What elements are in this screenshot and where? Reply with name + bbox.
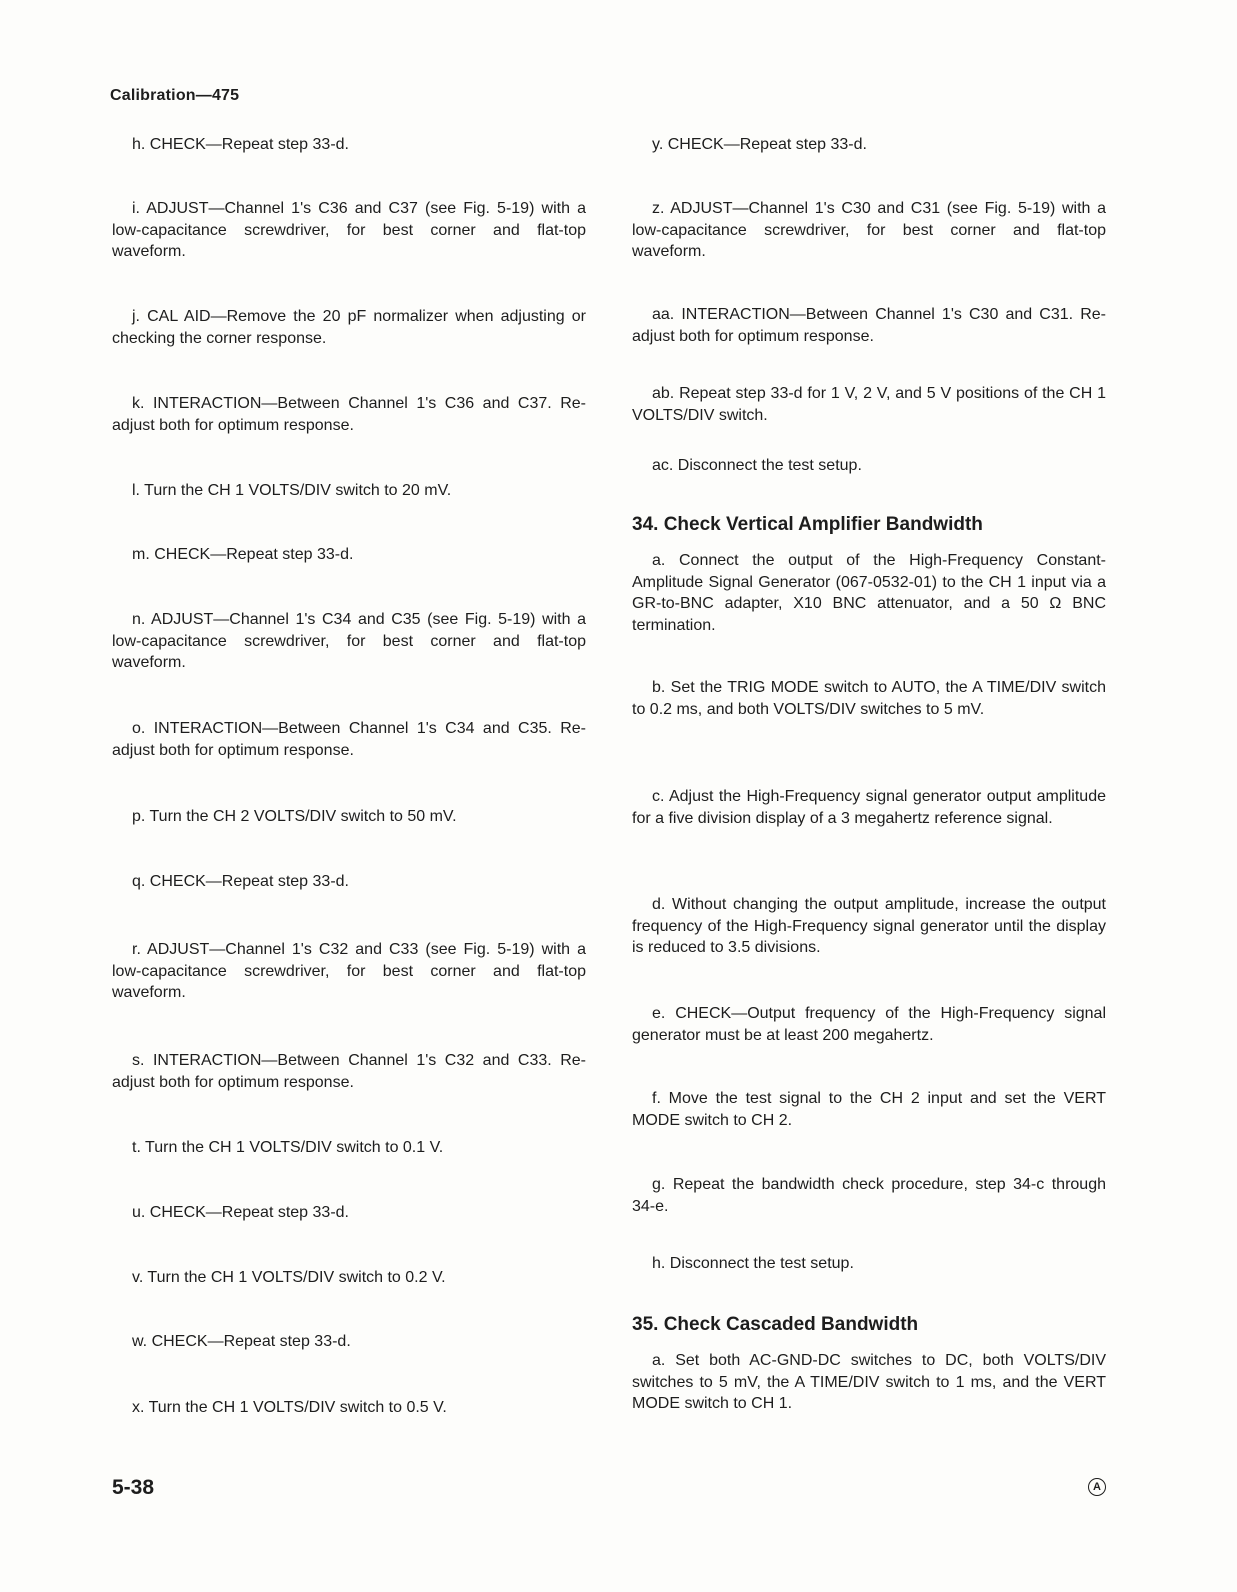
step-l: l. Turn the CH 1 VOLTS/DIV switch to 20 mV. (132, 482, 452, 499)
step-35a: a. Set both AC-GND-DC switches to DC, both VOLTS/DIV switches to 5 mV, the A TIME/DIV switch to 1 ms, and the VERT MODE switch to CH 1. (632, 1352, 1106, 1412)
step-s: s. INTERACTION—Between Channel 1's C32 and C33. Re-adjust both for optimum response. (112, 1052, 586, 1091)
step-o: o. INTERACTION—Between Channel 1's C34 and C35. Re-adjust both for optimum response. (112, 720, 586, 759)
step-r: r. ADJUST—Channel 1's C32 and C33 (see Fig. 5-19) with a low-capacitance screwdriver, for best corner and flat-top waveform. (112, 941, 586, 1001)
step-t: t. Turn the CH 1 VOLTS/DIV switch to 0.1 V. (132, 1139, 444, 1156)
step-34d: d. Without changing the output amplitude, increase the output frequency of the High-Frequency signal generator until the display is reduced to 3.5 divisions. (632, 896, 1106, 956)
step-n: n. ADJUST—Channel 1's C34 and C35 (see Fig. 5-19) with a low-capacitance screwdriver, for best corner and flat-top waveform. (112, 611, 586, 671)
step-h: h. CHECK—Repeat step 33-d. (132, 136, 349, 153)
step-34f: f. Move the test signal to the CH 2 input and set the VERT MODE switch to CH 2. (632, 1090, 1106, 1129)
step-j: j. CAL AID—Remove the 20 pF normalizer when adjusting or checking the corner response. (112, 308, 586, 347)
step-34e: e. CHECK—Output frequency of the High-Frequency signal generator must be at least 200 megahertz. (632, 1005, 1106, 1044)
step-34a: a. Connect the output of the High-Frequency Constant-Amplitude Signal Generator (067-0532-01) to the CH 1 input via a GR-to-BNC adapter, X10 BNC attenuator, and a 50 Ω BNC termination. (632, 552, 1106, 634)
step-ab: ab. Repeat step 33-d for 1 V, 2 V, and 5 V positions of the CH 1 VOLTS/DIV switch. (632, 385, 1106, 424)
page-number: 5-38 (112, 1476, 155, 1499)
step-i: i. ADJUST—Channel 1's C36 and C37 (see Fig. 5-19) with a low-capacitance screwdriver, for best corner and flat-top waveform. (112, 200, 586, 260)
step-w: w. CHECK—Repeat step 33-d. (132, 1333, 351, 1350)
step-p: p. Turn the CH 2 VOLTS/DIV switch to 50 mV. (132, 808, 457, 825)
step-34h: h. Disconnect the test setup. (652, 1255, 854, 1272)
step-x: x. Turn the CH 1 VOLTS/DIV switch to 0.5 V. (132, 1399, 447, 1416)
step-34b: b. Set the TRIG MODE switch to AUTO, the A TIME/DIV switch to 0.2 ms, and both VOLTS/DIV switches to 5 mV. (632, 679, 1106, 718)
running-header: Calibration—475 (110, 87, 240, 104)
revision-mark: A (1088, 1478, 1106, 1496)
step-v: v. Turn the CH 1 VOLTS/DIV switch to 0.2 V. (132, 1269, 446, 1286)
step-ac: ac. Disconnect the test setup. (652, 457, 862, 474)
step-34g: g. Repeat the bandwidth check procedure, step 34-c through 34-e. (632, 1176, 1106, 1215)
step-m: m. CHECK—Repeat step 33-d. (132, 546, 354, 563)
step-u: u. CHECK—Repeat step 33-d. (132, 1204, 349, 1221)
step-z: z. ADJUST—Channel 1's C30 and C31 (see Fig. 5-19) with a low-capacitance screwdriver, for best corner and flat-top waveform. (632, 200, 1106, 260)
step-34c: c. Adjust the High-Frequency signal generator output amplitude for a five division display of a 3 megahertz reference signal. (632, 788, 1106, 827)
step-aa: aa. INTERACTION—Between Channel 1's C30 and C31. Re-adjust both for optimum response. (632, 306, 1106, 345)
section-35-heading: 35. Check Cascaded Bandwidth (632, 1314, 919, 1335)
step-y: y. CHECK—Repeat step 33-d. (652, 136, 867, 153)
section-34-heading: 34. Check Vertical Amplifier Bandwidth (632, 514, 983, 535)
step-q: q. CHECK—Repeat step 33-d. (132, 873, 349, 890)
step-k: k. INTERACTION—Between Channel 1's C36 and C37. Re-adjust both for optimum response. (112, 395, 586, 434)
